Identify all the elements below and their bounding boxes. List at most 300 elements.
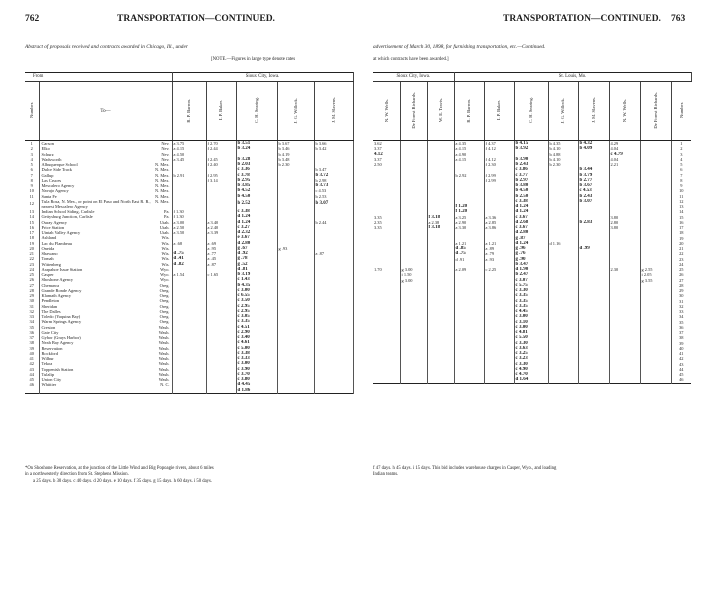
sioux-city-header: Sioux City, Iowa.: [373, 73, 454, 82]
rate-cell: g .78: [236, 256, 277, 261]
rate-cell: 3.62: [373, 141, 400, 147]
rate-cell: f 2.70: [206, 141, 236, 147]
st-louis-header: St. Louis, Mo.: [454, 73, 691, 82]
rate-cell: b 3.19: [236, 272, 277, 277]
row-number: 7: [25, 173, 39, 178]
rate-cell: 2.35: [373, 220, 400, 225]
rate-cell: c 4.53: [314, 188, 353, 193]
row-number: 36: [679, 324, 684, 330]
rate-cell: c 3.90: [236, 367, 277, 372]
rate-cell: c 4.79: [609, 152, 640, 157]
destination-name: Schurz: [41, 151, 54, 157]
rate-cell: b 3.44: [578, 167, 609, 172]
rate-cell: a 4.50: [172, 152, 206, 157]
rate-cell: 3.80: [609, 225, 640, 230]
destination-name: Indian School Siding, Carlisle: [41, 209, 95, 215]
to-col-header: To—: [39, 82, 172, 141]
rate-cell: c 1.43: [236, 277, 277, 282]
rate-cell: c 3.70: [236, 372, 277, 377]
rate-cell: g .76: [514, 251, 548, 256]
rate-cell: c 3.38: [236, 351, 277, 356]
rate-cell: i 1.50: [400, 272, 427, 277]
rate-cell: c 1.65: [206, 272, 236, 277]
rate-cell: d 4.45: [236, 382, 277, 387]
row-number: 3: [25, 152, 39, 157]
destination-state: N. Mex.: [154, 183, 170, 188]
number-col-header: Number.: [25, 82, 39, 141]
rate-cell: c 3.00: [514, 325, 548, 330]
rate-cell: d 1.24: [514, 204, 548, 209]
destination-name: Pendleton: [41, 298, 60, 304]
destination-name: Tomah: [41, 256, 54, 262]
running-head-right: TRANSPORTATION—CONTINUED.: [503, 14, 661, 24]
rate-cell: 2.21: [609, 162, 640, 167]
destination-state: Wis.: [161, 261, 170, 267]
rate-cell: [400, 377, 427, 383]
rate-cell: c 3.33: [236, 356, 277, 361]
rate-cell: b 3.46: [277, 146, 314, 151]
row-number: 28: [25, 288, 39, 293]
bidder-col-header: J. G. Willock.: [548, 82, 578, 141]
rate-cell: d .75: [172, 251, 206, 256]
rate-cell: b 2.43: [578, 194, 609, 199]
rate-cell: b 4.32: [578, 141, 609, 147]
destination-state: Oreg.: [159, 298, 170, 304]
row-number: 30: [25, 298, 39, 303]
destination-state: Wyo.: [160, 272, 170, 278]
row-number: 45: [679, 372, 684, 377]
rate-cell: c 3.80: [236, 377, 277, 382]
row-number: 5: [680, 162, 683, 167]
rate-cell: b 4.35: [548, 141, 578, 147]
page-number-left: 762: [25, 14, 40, 24]
note-right: at which contracts have been awarded.]: [373, 57, 449, 62]
rate-cell: a 3.86: [484, 225, 514, 230]
destination-state: Nev.: [161, 141, 170, 146]
destination-name: Price Station: [41, 224, 65, 230]
destination-name: Shoshone Agency: [41, 277, 74, 283]
destination-name: Neah Bay Agency: [41, 340, 74, 346]
rate-cell: f 1.20: [454, 204, 484, 209]
rate-cell: b 2.52: [236, 199, 277, 209]
rate-cell: f 2.95: [206, 173, 236, 178]
rate-cell: a 3.30: [454, 225, 484, 230]
destination-state: Oreg.: [159, 314, 170, 320]
destination-state: Oreg.: [159, 282, 170, 288]
rate-cell: 3.80: [609, 215, 640, 220]
page-number-right: 763: [671, 14, 686, 24]
destination-name: Tekoa: [41, 361, 53, 367]
rate-cell: g 3.00: [400, 278, 427, 283]
rate-cell: d 2.80: [236, 241, 277, 246]
rate-cell: b 3.67: [277, 141, 314, 147]
destination-state: Wash.: [158, 350, 170, 356]
rate-cell: f 2.45: [206, 157, 236, 162]
rate-cell: c 3.38: [236, 209, 277, 214]
row-number: 11: [679, 193, 684, 199]
destination-state: N. Mex.: [154, 188, 170, 194]
rate-cell: 3.37: [373, 146, 400, 151]
bidder-col-header: N. W. Wells.: [373, 82, 400, 141]
destination-name: Gate City: [41, 329, 59, 335]
rate-cell: g 3.00: [400, 267, 427, 272]
rate-cell: c 3.36: [236, 167, 277, 172]
destination-name: Ashland: [41, 235, 57, 241]
rate-cell: b 3.92: [514, 146, 548, 151]
rate-cell: c 2.95: [236, 304, 277, 309]
destination-state: Nev.: [161, 146, 170, 152]
row-number: 19: [25, 241, 39, 246]
row-number: 7: [680, 172, 683, 178]
bidder-col-header: C. H. Searing.: [514, 82, 548, 141]
rate-cell: g 3.55: [640, 278, 671, 283]
rate-cell: 4.29: [609, 141, 640, 147]
row-number: 24: [679, 261, 684, 267]
rate-cell: c 3.67: [514, 225, 548, 230]
row-number: 13: [679, 204, 684, 209]
rate-cell: c 3.35: [514, 293, 548, 298]
subtitle-right: advertisement of March 30, 1898, for furnishing transportation, etc.—Continued.: [373, 44, 546, 50]
row-number: 31: [25, 304, 39, 309]
destination-state: Wis.: [161, 235, 170, 241]
bidder-col-header: I. P. Baker.: [484, 82, 514, 141]
row-number: 38: [25, 340, 39, 345]
rate-cell: c 5.00: [236, 346, 277, 351]
destination-state: Wash.: [158, 345, 170, 351]
destination-name: Chemawa: [41, 282, 60, 288]
row-number: 27: [679, 277, 684, 283]
row-number: 34: [679, 314, 684, 320]
row-number: 34: [25, 319, 39, 324]
destination-state: Wash.: [158, 371, 170, 377]
destination-state: Wyo.: [160, 277, 170, 283]
rate-cell: c 3.00: [236, 288, 277, 293]
destination-name: Gybor (Grays Harbor): [41, 335, 81, 341]
row-number: 10: [679, 188, 684, 194]
rate-cell: [206, 199, 236, 209]
rate-cell: 4.04: [609, 157, 640, 162]
rate-cell: b 3.85: [236, 183, 277, 188]
rate-cell: a 3.00: [172, 220, 206, 225]
destination-name: Las Cruces: [41, 177, 62, 183]
row-number: 43: [679, 361, 684, 367]
row-number: 39: [679, 340, 684, 346]
rate-cell: a .89: [484, 246, 514, 251]
destination-name: Union City: [41, 377, 62, 383]
footnote-right-2: Indian teams.: [373, 472, 399, 477]
left-page: [25, 14, 353, 484]
destination-name: Ouray Agency: [41, 219, 67, 225]
rate-cell: g .90: [514, 257, 548, 262]
rate-cell: [578, 377, 609, 383]
destination-name: Klamath Agency: [41, 293, 72, 299]
rate-cell: a 3.40: [206, 220, 236, 225]
rate-cell: a .68: [172, 241, 206, 246]
row-number: 13: [25, 209, 39, 214]
number-col-header: Number.: [671, 82, 691, 141]
destination-name: Wilbur: [41, 356, 54, 362]
rate-cell: a .77: [206, 251, 236, 256]
row-number: 29: [679, 288, 684, 293]
row-number: 3: [680, 151, 683, 157]
row-number: 2: [25, 146, 39, 151]
row-number: 20: [25, 246, 39, 251]
row-number: 42: [25, 361, 39, 366]
rate-cell: b 4.35: [236, 283, 277, 288]
row-number: 26: [25, 277, 39, 282]
destination-cell: [39, 382, 172, 387]
row-number: 41: [679, 351, 684, 356]
row-number: 33: [25, 314, 39, 319]
destination-state: Nev.: [161, 156, 170, 162]
rate-cell: d .82: [172, 262, 206, 267]
bidder-col-header: J. M. Slavens.: [578, 82, 609, 141]
destination-state: Wash.: [158, 340, 170, 346]
rate-cell: c 3.10: [514, 320, 548, 325]
rate-cell: a 3.50: [172, 230, 206, 235]
destination-state: N. C.: [160, 382, 170, 388]
row-number: 39: [25, 346, 39, 351]
row-number: 22: [25, 256, 39, 261]
destination-name: Tula Rosa, N. Mex., or point on El Paso and North East R. R., nearest Mescalero Agency: [41, 198, 151, 209]
rate-cell: b 3.67: [578, 183, 609, 188]
rate-cell: c 3.77: [514, 173, 548, 178]
row-number: 2: [680, 146, 683, 152]
destination-state: Nev.: [161, 151, 170, 157]
rate-cell: a 3.45: [172, 157, 206, 162]
destination-state: Pa.: [164, 214, 170, 220]
row-number: 44: [679, 366, 684, 372]
rate-cell: b 2.03: [236, 162, 277, 167]
row-number: 17: [679, 225, 684, 230]
destination-state: Wyo.: [160, 266, 170, 272]
rate-cell: b 3.47: [314, 167, 353, 172]
rate-cell: b 2.53: [314, 194, 353, 199]
rate-cell: b 4.88: [548, 152, 578, 157]
row-number: 23: [679, 256, 684, 262]
row-number: 37: [25, 335, 39, 340]
rate-cell: b 3.73: [314, 183, 353, 188]
destination-state: Wis.: [161, 240, 170, 246]
rate-cell: 1.70: [373, 267, 400, 272]
row-number: 16: [679, 219, 684, 225]
destination-state: N. Mex.: [154, 172, 170, 178]
row-number: 5: [25, 162, 39, 167]
rate-cell: d 1.90: [514, 267, 548, 272]
destination-name: Grande Ronde Agency: [41, 287, 82, 293]
rate-cell: a .93: [484, 257, 514, 262]
rate-cell: c 4.81: [514, 330, 548, 335]
destination-name: Wittenberg: [41, 261, 61, 267]
rate-cell: b 3.79: [578, 173, 609, 178]
rate-cell: b 4.52: [236, 188, 277, 193]
note-left: [NOTE.—Figures in large type denote rates: [211, 57, 296, 62]
rate-cell: c 3.86: [514, 167, 548, 172]
row-number: 1: [680, 141, 683, 146]
rate-cell: c 3.50: [236, 298, 277, 303]
rate-cell: b 4.50: [514, 188, 548, 193]
row-number: 6: [25, 167, 39, 172]
destination-name: Elko: [41, 146, 50, 152]
row-number: 4: [680, 156, 683, 162]
rate-cell: a .69: [206, 241, 236, 246]
rate-cell: c 4.61: [236, 340, 277, 345]
rate-cell: a 4.15: [454, 146, 484, 151]
rate-cell: b 3.51: [236, 141, 277, 147]
rate-cell: c 3.27: [236, 225, 277, 230]
rate-cell: b 4.10: [548, 146, 578, 151]
row-number: 22: [679, 251, 684, 257]
rate-cell: b 4.10: [548, 157, 578, 162]
row-number: 4: [25, 157, 39, 162]
rate-cell: b 4.19: [277, 152, 314, 157]
rate-cell: a 2.38: [427, 220, 454, 225]
rate-cell: b 3.47: [514, 262, 548, 267]
rate-cell: c 6.55: [236, 293, 277, 298]
rate-cell: 3.35: [373, 215, 400, 220]
bidder-col-header: R. P. Barron.: [454, 82, 484, 141]
rate-cell: b 2.50: [514, 194, 548, 199]
rate-cell: b 3.42: [314, 146, 353, 151]
rate-cell: [609, 377, 640, 383]
rate-cell: d 1.64: [514, 377, 548, 383]
destination-state: N. Mex.: [154, 198, 170, 204]
rate-cell: [484, 377, 514, 383]
destination-state: N. Mex.: [154, 193, 170, 199]
row-number: 35: [25, 325, 39, 330]
rate-cell: c 3.63: [514, 346, 548, 351]
row-number: 8: [25, 178, 39, 183]
rate-cell: [454, 377, 484, 383]
rate-cell: c 2.90: [236, 330, 277, 335]
rate-cell: b 2.44: [314, 220, 353, 225]
row-number: 25: [679, 267, 684, 272]
destination-name: Albuquerque School: [41, 162, 78, 167]
rate-cell: c 4.51: [236, 325, 277, 330]
rate-cell: [427, 377, 454, 383]
row-number: 12: [25, 199, 39, 209]
destination-name: Gallup: [41, 172, 54, 178]
rate-cell: 4.12: [373, 152, 400, 157]
row-number: 46: [679, 377, 684, 383]
row-number: 45: [25, 377, 39, 382]
rate-cell: c 3.35: [236, 319, 277, 324]
destination-state: Utah.: [159, 230, 170, 236]
rate-cell: f 2.44: [206, 146, 236, 151]
destination-state: N. Mex.: [154, 162, 170, 167]
row-number: 9: [25, 183, 39, 188]
rate-cell: c 3.30: [514, 341, 548, 346]
destination-state: Wis.: [161, 251, 170, 257]
rate-cell: g .87: [514, 236, 548, 241]
row-number: 12: [679, 198, 684, 204]
rate-cell: e 3.67: [236, 235, 277, 240]
rate-cell: b 3.66: [314, 141, 353, 147]
row-number: 10: [25, 188, 39, 193]
row-number: 28: [679, 282, 684, 288]
rate-cell: c 3.35: [514, 299, 548, 304]
rate-cell: g .96: [514, 246, 548, 251]
destination-name: Toledo (Yaquina Bay): [41, 314, 81, 320]
footnote-left-2: in a northwesterly direction from St. Stephens Mission.: [25, 472, 129, 477]
destination-name: Warm Springs Agency: [41, 319, 82, 325]
rate-cell: d 1.24: [236, 220, 277, 225]
rate-cell: c 4.90: [514, 367, 548, 372]
rate-cell: f 2.40: [206, 162, 236, 167]
bidder-col-header: R. P. Barron.: [172, 82, 206, 141]
destination-name: Mescalero Agency: [41, 183, 75, 188]
destination-state: Oreg.: [159, 287, 170, 293]
rate-cell: d .85: [454, 246, 484, 251]
row-number: 1: [25, 141, 39, 147]
rate-cell: a .95: [206, 246, 236, 251]
rate-cell: g .52: [236, 262, 277, 267]
row-number: 18: [679, 230, 684, 236]
destination-state: Wash.: [158, 377, 170, 383]
rate-cell: a .87: [314, 251, 353, 256]
destination-state: Wis.: [161, 256, 170, 262]
bidder-col-header: W. E. Travis.: [427, 82, 454, 141]
rate-cell: 2.30: [609, 267, 640, 272]
row-number: 27: [25, 283, 39, 288]
rate-cell: f 4.12: [484, 146, 514, 151]
row-number: 20: [679, 240, 684, 246]
rate-cell: b 3.90: [514, 157, 548, 162]
destination-state: Oreg.: [159, 293, 170, 299]
rate-cell: g .67: [236, 246, 277, 251]
rate-cell: b 3.80: [514, 183, 548, 188]
row-number: 32: [679, 303, 684, 309]
row-number: 26: [679, 272, 684, 278]
destination-cell: [39, 199, 172, 209]
row-number: 18: [25, 235, 39, 240]
rate-cell: d .81: [236, 267, 277, 272]
running-head-left: TRANSPORTATION—CONTINUED.: [117, 14, 275, 24]
destination-name: Santa Fe: [41, 193, 57, 199]
rate-cell: a 4.90: [454, 152, 484, 157]
destination-name: Rockford: [41, 350, 59, 356]
rate-cell: 2.50: [373, 162, 400, 167]
destination-name: Reservation: [41, 345, 63, 351]
right-table: [373, 72, 692, 384]
rate-cell: a 1.54: [172, 272, 206, 277]
rate-cell: d 1.16: [548, 241, 578, 246]
rate-cell: b 2.47: [514, 272, 548, 277]
row-number: 30: [679, 293, 684, 299]
rate-cell: g 2.55: [640, 267, 671, 272]
bidder-col-header: De Forest Richards.: [400, 82, 427, 141]
rate-cell: c 2.25: [484, 267, 514, 272]
rate-cell: a 4.15: [172, 146, 206, 151]
destination-name: Oneida: [41, 245, 55, 251]
rate-cell: d .41: [172, 256, 206, 261]
destination-name: Sheridan: [41, 303, 58, 309]
row-number: 29: [25, 293, 39, 298]
rate-cell: f 1.30: [172, 214, 206, 219]
row-number: 41: [25, 356, 39, 361]
destination-name: Whittier: [41, 382, 57, 388]
rate-cell: b 3.72: [314, 173, 353, 178]
rate-cell: c 5.75: [514, 283, 548, 288]
rate-cell: c 3.30: [514, 362, 548, 367]
rate-cell: a 2.90: [454, 220, 484, 225]
row-number: 43: [25, 367, 39, 372]
rate-cell: a 4.35: [454, 141, 484, 147]
bidder-col-header: J. M. Slavens.: [314, 82, 353, 141]
destination-state: Wash.: [158, 356, 170, 362]
rate-cell: c 4.45: [514, 309, 548, 314]
row-number: 15: [25, 220, 39, 225]
